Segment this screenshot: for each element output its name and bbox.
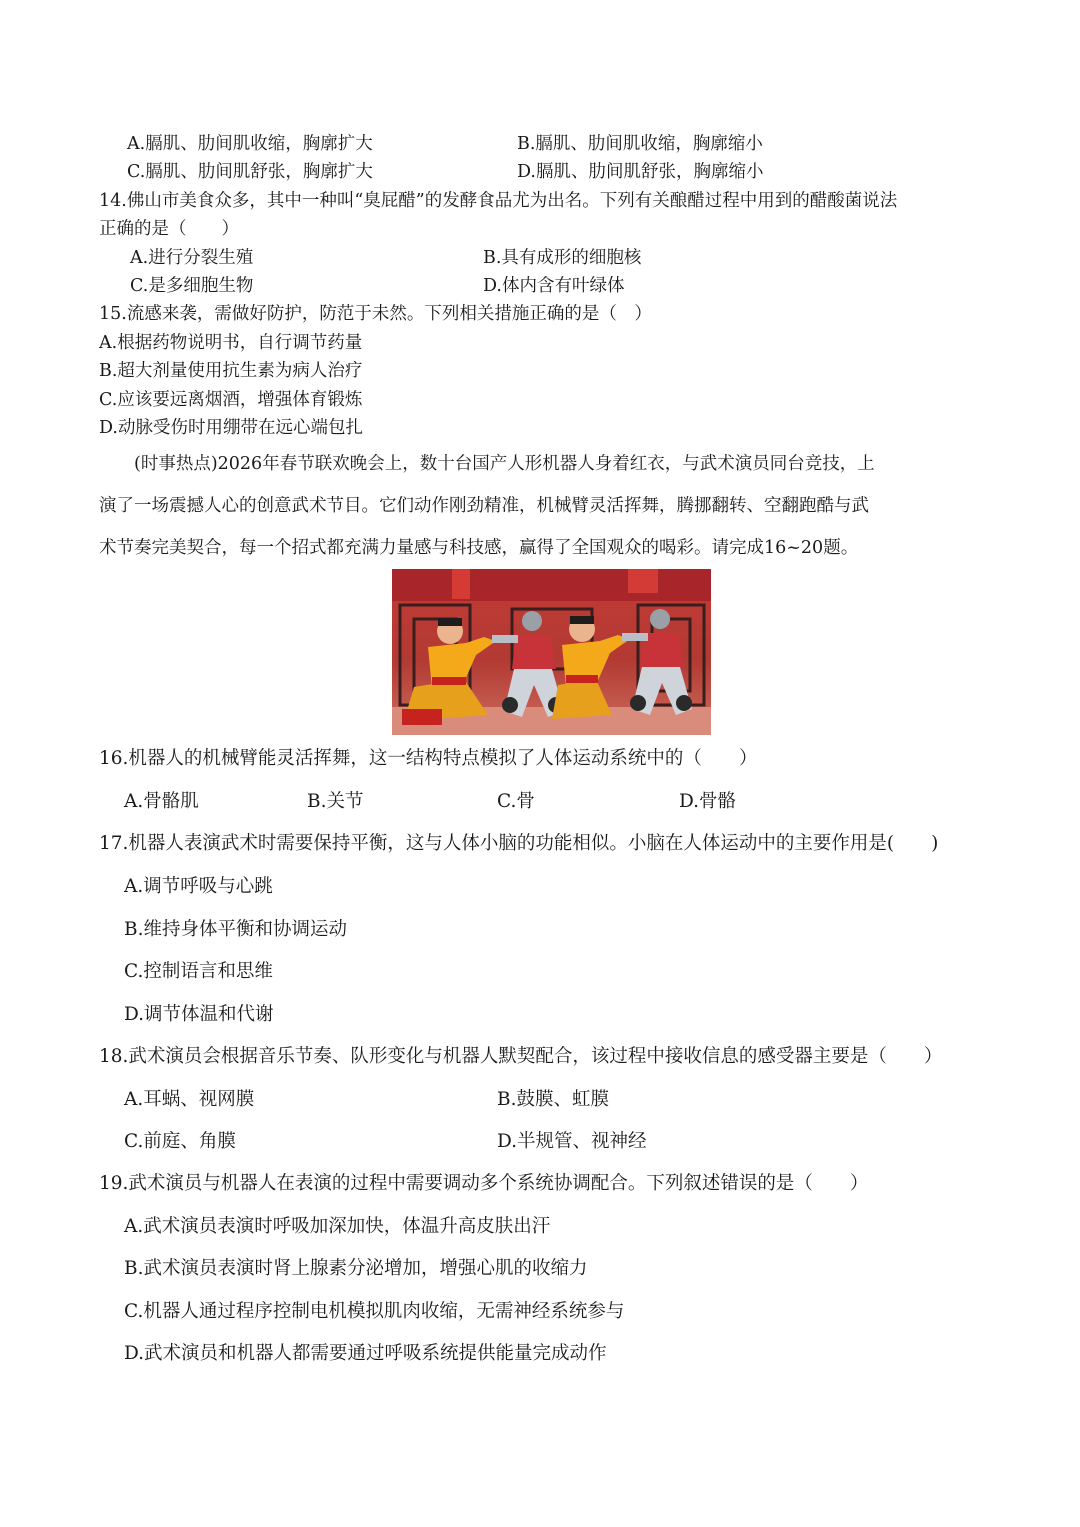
- q13-option-b: B.膈肌、肋间肌收缩，胸廓缩小: [517, 134, 763, 154]
- q19-option-c: C.机器人通过程序控制电机模拟肌肉收缩，无需神经系统参与: [124, 1301, 625, 1322]
- q16-option-d: D.骨骼: [679, 791, 737, 812]
- q17-option-b: B.维持身体平衡和协调运动: [124, 919, 347, 940]
- q18-stem: 18.武术演员会根据音乐节奏、队形变化与机器人默契配合，该过程中接收信息的感受器主要是（ ）: [99, 1046, 943, 1067]
- q19-stem: 19.武术演员与机器人在表演的过程中需要调动多个系统协调配合。下列叙述错误的是（ ）: [99, 1173, 869, 1194]
- q15-option-a: A.根据药物说明书，自行调节药量: [99, 333, 363, 353]
- q14-option-b: B.具有成形的细胞核: [483, 248, 642, 268]
- q14-option-d: D.体内含有叶绿体: [483, 276, 625, 296]
- q13-option-d: D.膈肌、肋间肌舒张，胸廓缩小: [517, 162, 764, 182]
- q19-option-d: D.武术演员和机器人都需要通过呼吸系统提供能量完成动作: [124, 1343, 607, 1364]
- q14-option-c: C.是多细胞生物: [130, 276, 254, 296]
- q16-option-c: C.骨: [497, 791, 535, 812]
- q13-option-a: A.膈肌、肋间肌收缩，胸廓扩大: [127, 134, 373, 154]
- q13-option-c: C.膈肌、肋间肌舒张，胸廓扩大: [127, 162, 373, 182]
- q16-option-a: A.骨骼肌: [124, 791, 199, 812]
- q15-option-b: B.超大剂量使用抗生素为病人治疗: [99, 361, 363, 381]
- q18-option-a: A.耳蜗、视网膜: [124, 1089, 255, 1110]
- q17-option-a: A.调节呼吸与心跳: [124, 876, 273, 897]
- q16-option-b: B.关节: [307, 791, 364, 812]
- q18-option-b: B.鼓膜、虹膜: [497, 1089, 609, 1110]
- q14-stem-line2: 正确的是（ ）: [99, 219, 239, 239]
- q18-option-d: D.半规管、视神经: [497, 1131, 647, 1152]
- q19-option-b: B.武术演员表演时肾上腺素分泌增加，增强心肌的收缩力: [124, 1258, 588, 1279]
- q19-option-a: A.武术演员表演时呼吸加深加快，体温升高皮肤出汗: [124, 1216, 551, 1237]
- q17-stem: 17.机器人表演武术时需要保持平衡，这与人体小脑的功能相似。小脑在人体运动中的主要作用是( ): [99, 833, 939, 854]
- q15-stem: 15.流感来袭，需做好防护，防范于未然。下列相关措施正确的是（ ）: [99, 304, 652, 324]
- q16-stem: 16.机器人的机械臂能灵活挥舞，这一结构特点模拟了人体运动系统中的（ ）: [99, 748, 758, 769]
- passage-line-2: 演了一场震撼人心的创意武术节目。它们动作刚劲精准，机械臂灵活挥舞，腾挪翻转、空翻跑酷与武: [99, 496, 869, 516]
- q14-stem-line1: 14.佛山市美食众多，其中一种叫“臭屁醋”的发酵食品尤为出名。下列有关酿醋过程中用到的醋酸菌说法: [99, 191, 898, 211]
- q15-option-d: D.动脉受伤时用绷带在远心端包扎: [99, 418, 363, 438]
- q14-option-a: A.进行分裂生殖: [130, 248, 254, 268]
- q18-option-c: C.前庭、角膜: [124, 1131, 236, 1152]
- q15-option-c: C.应该要远离烟酒，增强体育锻炼: [99, 390, 363, 410]
- robot-martial-arts-photo: [392, 569, 711, 735]
- q17-option-c: C.控制语言和思维: [124, 961, 273, 982]
- passage-line-1: (时事热点)2026年春节联欢晚会上，数十台国产人形机器人身着红衣，与武术演员同台竞技，上: [134, 454, 875, 474]
- passage-line-3: 术节奏完美契合，每一个招式都充满力量感与科技感，赢得了全国观众的喝彩。请完成16~20题。: [99, 538, 859, 558]
- q17-option-d: D.调节体温和代谢: [124, 1004, 274, 1025]
